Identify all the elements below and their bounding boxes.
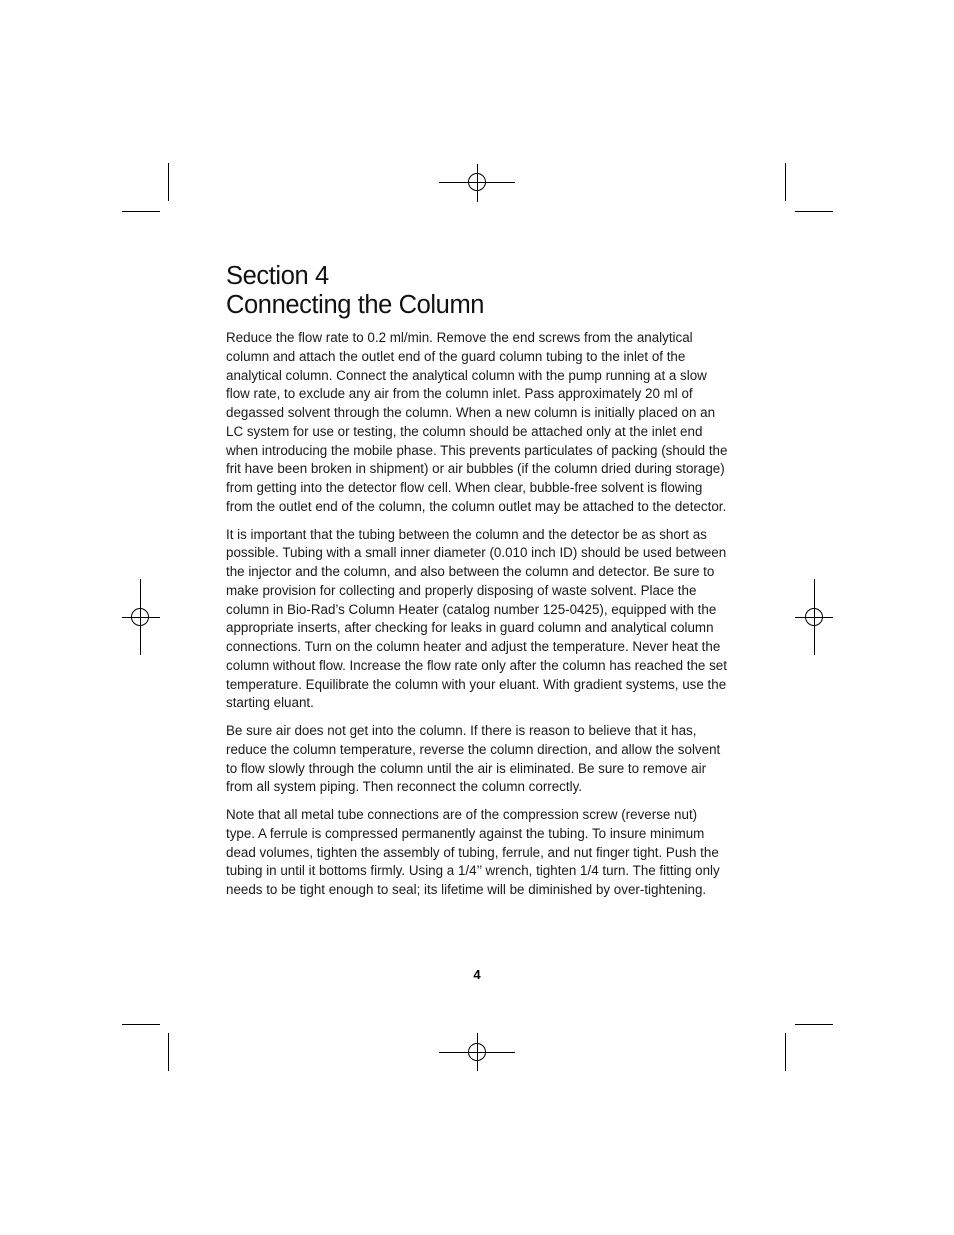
crop-mark-bottom-right-vertical bbox=[785, 1033, 786, 1071]
crop-mark-top-right-horizontal bbox=[795, 211, 833, 212]
registration-mark-top-circle bbox=[468, 173, 486, 191]
paragraph-connections: Note that all metal tube connections are of the compression screw (reverse nut) type. A ferrule is compressed permanently against the tubing. To insure minimum dead volumes, tighten the assembly of tubing, ferrule, and nut finger tight. Push the tubing in until it bottoms firmly. Using a 1/4’’ wrench, tighten 1/4 turn. The fitting only needs to be tight enough to seal; its lifetime will be diminished by over-tightening. bbox=[226, 807, 720, 897]
section-heading bbox=[226, 262, 728, 320]
registration-mark-right-circle bbox=[805, 608, 823, 626]
paragraph-tubing: It is important that the tubing between the column and the detector be as short as possible. Tubing with a small inner diameter (0.010 inch ID) should be used between the injector and the column, and also between the column and detector. Be sure to make provision for collecting and properly disposing of waste solvent. Place the column in Bio-Rad’s Column Heater (catalog number 125-0425), equipped with the appropriate inserts, after checking for leaks in guard column and analytical column connections. Turn on the column heater and adjust the temperature. Never heat the column without flow. Increase the flow rate only after the column has reached the set temperature. Equilibrate the column with your eluant. With gradient systems, use the starting eluant. bbox=[226, 526, 727, 711]
crop-mark-top-right-vertical bbox=[785, 163, 786, 201]
paragraph-air: Be sure air does not get into the column. If there is reason to believe that it has, reduce the column temperature, reverse the column direction, and allow the solvent to flow slowly through the column until the air is eliminated. Be sure to remove air from all system piping. Then reconnect the column correctly. bbox=[226, 723, 721, 795]
section-number: Section 4 bbox=[226, 262, 329, 290]
crop-mark-bottom-right-horizontal bbox=[795, 1024, 833, 1025]
page-content bbox=[226, 262, 728, 900]
registration-mark-bottom-circle bbox=[468, 1043, 486, 1061]
crop-mark-bottom-left-vertical bbox=[168, 1033, 169, 1071]
paragraph-flow-rate: Reduce the flow rate to 0.2 ml/min. Remove the end screws from the analytical column and attach the outlet end of the guard column tubing to the inlet of the analytical column. Connect the analytical column with the pump running at a slow flow rate, to exclude any air from the column inlet. Pass approximately 20 ml of degassed solvent through the column. When a new column is initially placed on an LC system for use or testing, the column should be attached only at the inlet end when introducing the mobile phase. This prevents particulates of packing (should the frit have been broken in shipment) or air bubbles (if the column dried during storage) from getting into the detector flow cell. When clear, bubble-free solvent is flowing from the outlet end of the column, the column outlet may be attached to the detector. bbox=[226, 330, 728, 514]
section-title: Connecting the Column bbox=[226, 291, 485, 319]
crop-mark-bottom-left-horizontal bbox=[122, 1024, 160, 1025]
page-number: 4 bbox=[473, 967, 481, 982]
crop-mark-top-left-horizontal bbox=[122, 211, 160, 212]
registration-mark-left-circle bbox=[131, 608, 149, 626]
crop-mark-top-left-vertical bbox=[168, 163, 169, 201]
